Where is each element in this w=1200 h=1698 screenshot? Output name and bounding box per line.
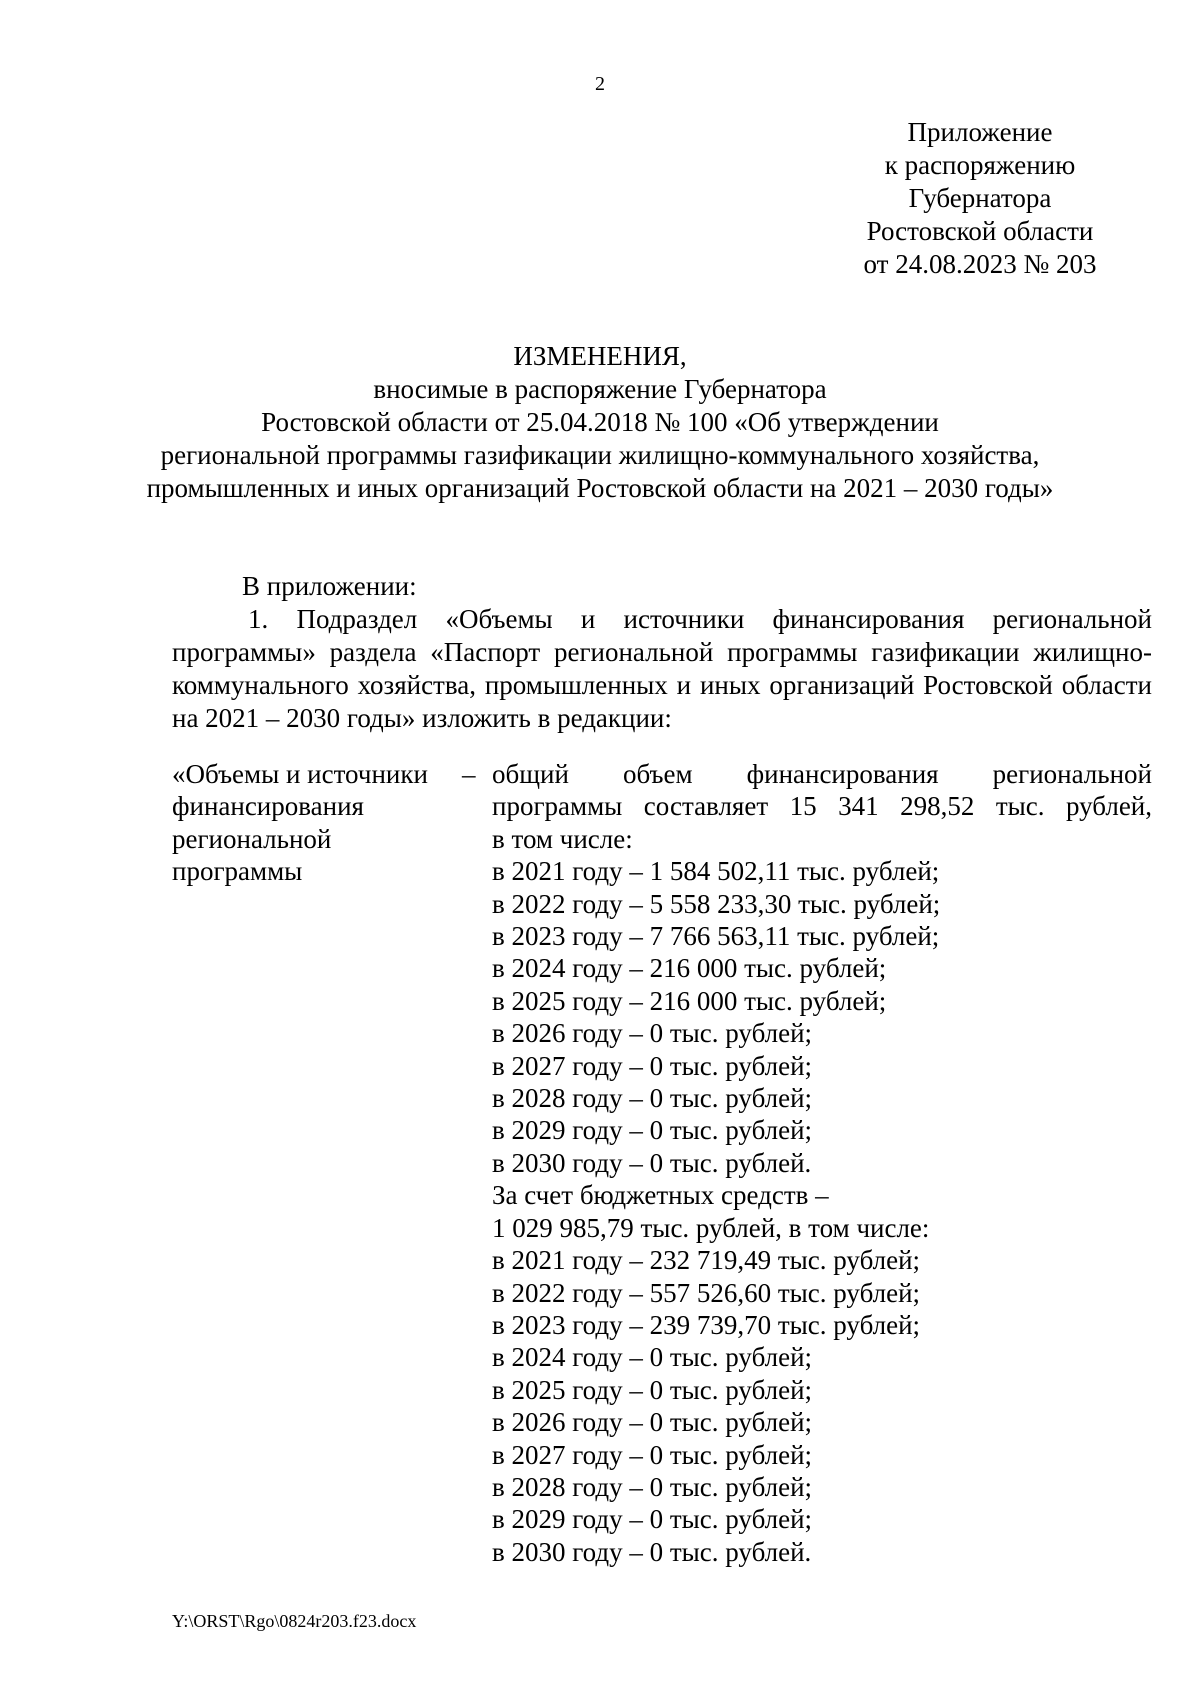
funding-label-line: «Объемы и источники <box>172 759 428 789</box>
appendix-header <box>835 116 1125 281</box>
funding-total-line: общий объем финансирования региональной <box>492 759 1152 789</box>
body-text <box>172 570 1152 735</box>
budget-total-line: За счет бюджетных средств – <box>492 1180 829 1211</box>
funding-year-line: в 2022 году – 5 558 233,30 тыс. рублей; <box>492 888 941 919</box>
budget-year-line: в 2027 году – 0 тыс. рублей; <box>492 1439 813 1470</box>
footer-file-path: Y:\ORST\Rgo\0824r203.f23.docx <box>172 1611 417 1631</box>
budget-year-line: в 2022 году – 557 526,60 тыс. рублей; <box>492 1277 921 1308</box>
funding-year-line: в 2030 году – 0 тыс. рублей. <box>492 1147 812 1178</box>
title-line: Ростовской области от 25.04.2018 № 100 «Об утверждении <box>261 407 939 437</box>
document-title <box>140 340 1060 505</box>
funding-year-line: в 2025 году – 216 000 тыс. рублей; <box>492 985 887 1016</box>
funding-dash: – <box>462 759 476 789</box>
funding-label-line: программы <box>172 856 303 887</box>
funding-year-line: в 2029 году – 0 тыс. рублей; <box>492 1115 813 1146</box>
funding-year-line: в 2023 году – 7 766 563,11 тыс. рублей; <box>492 921 940 952</box>
budget-year-line: в 2023 году – 239 739,70 тыс. рублей; <box>492 1309 921 1340</box>
budget-total-line: 1 029 985,79 тыс. рублей, в том числе: <box>492 1212 930 1243</box>
funding-details <box>492 758 1152 1568</box>
budget-year-line: в 2024 году – 0 тыс. рублей; <box>492 1342 813 1373</box>
funding-year-line: в 2021 году – 1 584 502,11 тыс. рублей; <box>492 856 940 887</box>
title-heading: ИЗМЕНЕНИЯ, <box>513 341 687 371</box>
funding-label-line: финансирования <box>172 791 364 822</box>
budget-year-line: в 2026 году – 0 тыс. рублей; <box>492 1407 813 1438</box>
funding-year-line: в 2024 году – 216 000 тыс. рублей; <box>492 953 887 984</box>
title-line: региональной программы газификации жилищно-коммунального хозяйства, <box>160 440 1040 470</box>
budget-year-line: в 2021 году – 232 719,49 тыс. рублей; <box>492 1245 921 1276</box>
funding-total-line: программы составляет 15 341 298,52 тыс. рублей, <box>492 791 1152 822</box>
budget-year-line: в 2030 году – 0 тыс. рублей. <box>492 1536 812 1567</box>
intro-paragraph: В приложении: <box>242 571 417 601</box>
title-line: промышленных и иных организаций Ростовской области на 2021 – 2030 годы» <box>146 473 1054 503</box>
appendix-line: Губернатора <box>908 183 1052 213</box>
funding-label <box>172 758 472 888</box>
budget-year-line: в 2028 году – 0 тыс. рублей; <box>492 1471 813 1502</box>
funding-year-line: в 2027 году – 0 тыс. рублей; <box>492 1050 813 1081</box>
funding-total-line: в том числе: <box>492 823 633 854</box>
page-number: 2 <box>595 73 605 95</box>
funding-year-line: в 2026 году – 0 тыс. рублей; <box>492 1018 813 1049</box>
funding-label-line: региональной <box>172 823 332 854</box>
appendix-line: Ростовской области <box>866 216 1094 246</box>
appendix-line: от 24.08.2023 № 203 <box>863 249 1097 279</box>
paragraph-1: 1. Подраздел «Объемы и источники финансирования региональной программы» раздела «Паспорт региональной программы газификации жилищно-коммунального хозяйства, промышленных и иных организаций Ростовской области на 2021 – 2030 годы» изложить в редакции: <box>172 604 1152 733</box>
title-line: вносимые в распоряжение Губернатора <box>373 374 827 404</box>
budget-year-line: в 2025 году – 0 тыс. рублей; <box>492 1374 813 1405</box>
funding-year-line: в 2028 году – 0 тыс. рублей; <box>492 1083 813 1114</box>
appendix-line: к распоряжению <box>884 150 1076 180</box>
budget-year-line: в 2029 году – 0 тыс. рублей; <box>492 1504 813 1535</box>
appendix-line: Приложение <box>907 117 1053 147</box>
